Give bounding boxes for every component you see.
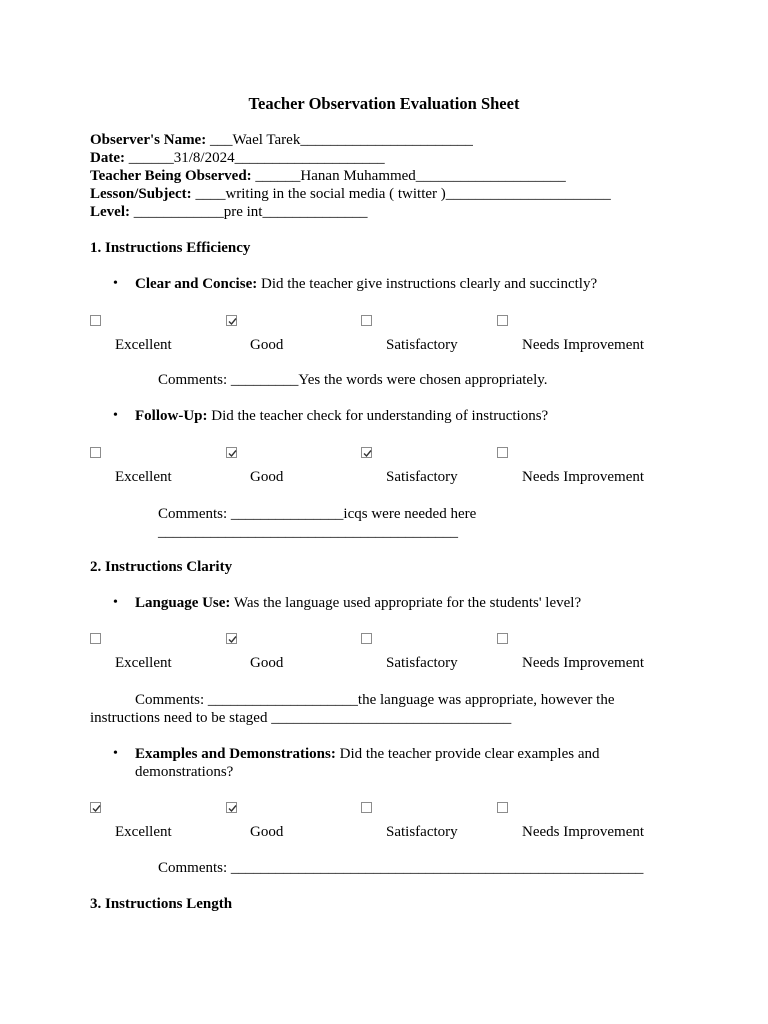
rating-label-good: Good	[250, 469, 284, 485]
bullet-icon: •	[113, 595, 118, 610]
rating-label-satisfactory: Satisfactory	[386, 655, 458, 671]
question-text: Did the teacher give instructions clearly and succinctly?	[257, 276, 598, 292]
rating-label-excellent: Excellent	[115, 469, 172, 485]
checkbox-good[interactable]	[226, 633, 237, 644]
question-label: Follow-Up:	[135, 408, 208, 424]
comment-text: Comments: _______________icqs were needed here	[158, 506, 477, 522]
rating-label-excellent: Excellent	[115, 655, 172, 671]
bullet-icon: •	[113, 746, 118, 761]
teacher-value: ______Hanan Muhammed____________________	[251, 168, 566, 184]
comment-text: Comments: _______________________________________________________	[158, 860, 644, 876]
question-text: Was the language used appropriate for the students' level?	[230, 595, 582, 611]
date-label: Date:	[90, 150, 125, 166]
checkbox-needs-improvement[interactable]	[497, 633, 508, 644]
checkmark-icon	[227, 448, 238, 459]
checkbox-needs-improvement[interactable]	[497, 315, 508, 326]
comment-text-line2: instructions need to be staged ________________________________	[90, 710, 512, 726]
level-field	[90, 203, 367, 221]
observer-name-label: Observer's Name:	[90, 132, 207, 148]
observer-name-field	[90, 131, 473, 149]
checkbox-needs-improvement[interactable]	[497, 447, 508, 458]
lesson-value: ____writing in the social media ( twitter )______________________	[191, 186, 611, 202]
checkbox-satisfactory[interactable]	[361, 802, 372, 813]
checkbox-satisfactory[interactable]	[361, 315, 372, 326]
section-heading: 3. Instructions Length	[90, 896, 233, 912]
checkbox-satisfactory[interactable]	[361, 633, 372, 644]
checkbox-excellent[interactable]	[90, 447, 101, 458]
rating-label-excellent: Excellent	[115, 337, 172, 353]
teacher-field	[90, 167, 566, 185]
checkmark-icon	[91, 803, 102, 814]
rating-label-good: Good	[250, 337, 284, 353]
question-text: Did the teacher provide clear examples and	[335, 746, 600, 762]
question-text: Did the teacher check for understanding of instructions?	[207, 408, 549, 424]
section-heading: 2. Instructions Clarity	[90, 559, 233, 575]
lesson-field	[90, 185, 611, 203]
question-label: Examples and Demonstrations:	[135, 746, 336, 762]
question-label: Clear and Concise:	[135, 276, 258, 292]
date-field	[90, 149, 385, 167]
checkbox-excellent[interactable]	[90, 802, 101, 813]
lesson-label: Lesson/Subject:	[90, 186, 192, 202]
rating-label-needs-improvement: Needs Improvement	[522, 824, 645, 840]
rating-label-satisfactory: Satisfactory	[386, 337, 458, 353]
rating-label-good: Good	[250, 655, 284, 671]
question-clear-concise	[135, 275, 597, 293]
checkbox-good[interactable]	[226, 315, 237, 326]
level-value: ____________pre int______________	[129, 204, 368, 220]
question-text-line2: demonstrations?	[135, 764, 234, 780]
comment-text: Comments: ____________________the language was appropriate, however the	[135, 692, 615, 708]
question-label: Language Use:	[135, 595, 231, 611]
checkmark-icon	[227, 316, 238, 327]
rating-label-satisfactory: Satisfactory	[386, 469, 458, 485]
teacher-label: Teacher Being Observed:	[90, 168, 252, 184]
checkbox-excellent[interactable]	[90, 315, 101, 326]
rating-label-needs-improvement: Needs Improvement	[522, 655, 645, 671]
question-language-use	[135, 594, 581, 612]
observer-name-value: ___Wael Tarek_______________________	[206, 132, 473, 148]
comment-text-line2: ________________________________________	[158, 524, 458, 540]
page-title: Teacher Observation Evaluation Sheet	[248, 94, 520, 113]
checkbox-needs-improvement[interactable]	[497, 802, 508, 813]
checkbox-good[interactable]	[226, 802, 237, 813]
rating-label-satisfactory: Satisfactory	[386, 824, 458, 840]
checkbox-excellent[interactable]	[90, 633, 101, 644]
rating-label-needs-improvement: Needs Improvement	[522, 469, 645, 485]
checkmark-icon	[227, 803, 238, 814]
date-value: ______31/8/2024____________________	[124, 150, 385, 166]
checkmark-icon	[362, 448, 373, 459]
checkbox-good[interactable]	[226, 447, 237, 458]
question-examples-demonstrations	[135, 745, 600, 763]
checkmark-icon	[227, 634, 238, 645]
question-follow-up	[135, 407, 548, 425]
rating-label-excellent: Excellent	[115, 824, 172, 840]
bullet-icon: •	[113, 276, 118, 291]
checkbox-satisfactory[interactable]	[361, 447, 372, 458]
bullet-icon: •	[113, 408, 118, 423]
section-heading: 1. Instructions Efficiency	[90, 240, 251, 256]
rating-label-needs-improvement: Needs Improvement	[522, 337, 645, 353]
level-label: Level:	[90, 204, 130, 220]
comment-text: Comments: _________Yes the words were chosen appropriately.	[158, 372, 548, 388]
rating-label-good: Good	[250, 824, 284, 840]
